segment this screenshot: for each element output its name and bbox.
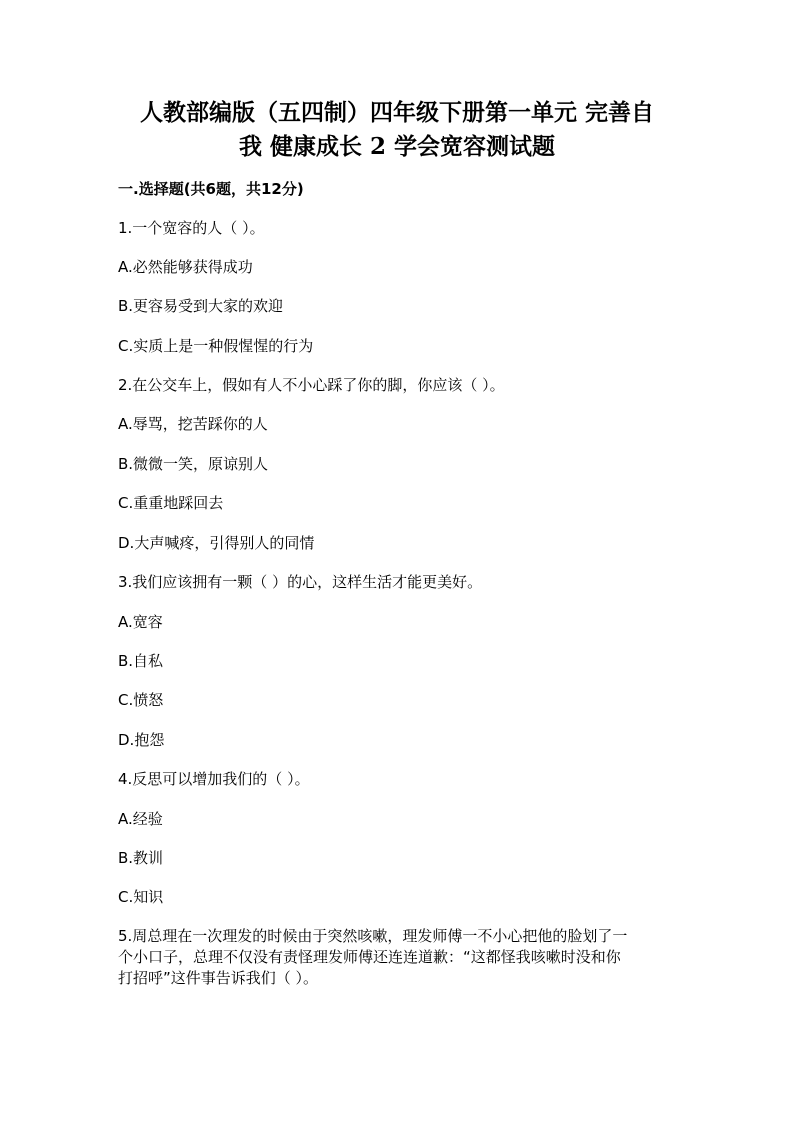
document-title	[100, 96, 694, 164]
question-3-option-b: B.自私	[118, 652, 164, 670]
question-4-stem: 4.反思可以增加我们的（ ）。	[118, 770, 310, 788]
question-2-option-d: D.大声喊疼，引得别人的同情	[118, 534, 315, 552]
question-5-line-3: 打招呼”这件事告诉我们（ ）。	[118, 969, 319, 987]
question-5-line-2: 个小口子，总理不仅没有责怪理发师傅还连连道歉：“这都怪我咳嗽时没和你	[118, 948, 621, 966]
question-2-stem: 2.在公交车上，假如有人不小心踩了你的脚，你应该（ ）。	[118, 376, 505, 394]
section-heading: 一.选择题(共6题，共12分)	[118, 180, 304, 198]
question-4-option-c: C.知识	[118, 888, 164, 906]
question-2-option-c: C.重重地踩回去	[118, 494, 224, 512]
title-line-2: 我 健康成长 2 学会宽容测试题	[238, 133, 556, 160]
question-1-option-b: B.更容易受到大家的欢迎	[118, 297, 284, 315]
question-5-stem	[118, 926, 678, 989]
question-5-line-1: 5.周总理在一次理发的时候由于突然咳嗽，理发师傅一不小心把他的脸划了一	[118, 927, 628, 945]
question-2-option-a: A.辱骂，挖苦踩你的人	[118, 415, 268, 433]
question-3-option-a: A.宽容	[118, 613, 163, 631]
title-line-1: 人教部编版（五四制）四年级下册第一单元 完善自	[139, 99, 654, 126]
question-1-option-a: A.必然能够获得成功	[118, 258, 253, 276]
question-3-stem: 3.我们应该拥有一颗（ ）的心，这样生活才能更美好。	[118, 573, 483, 591]
question-3-option-c: C.愤怒	[118, 691, 164, 709]
question-2-option-b: B.微微一笑，原谅别人	[118, 455, 269, 473]
question-1-option-c: C.实质上是一种假惺惺的行为	[118, 337, 314, 355]
question-4-option-a: A.经验	[118, 810, 163, 828]
question-4-option-b: B.教训	[118, 849, 164, 867]
question-3-option-d: D.抱怨	[118, 731, 165, 749]
question-1-stem: 1.一个宽容的人（ ）。	[118, 219, 265, 237]
